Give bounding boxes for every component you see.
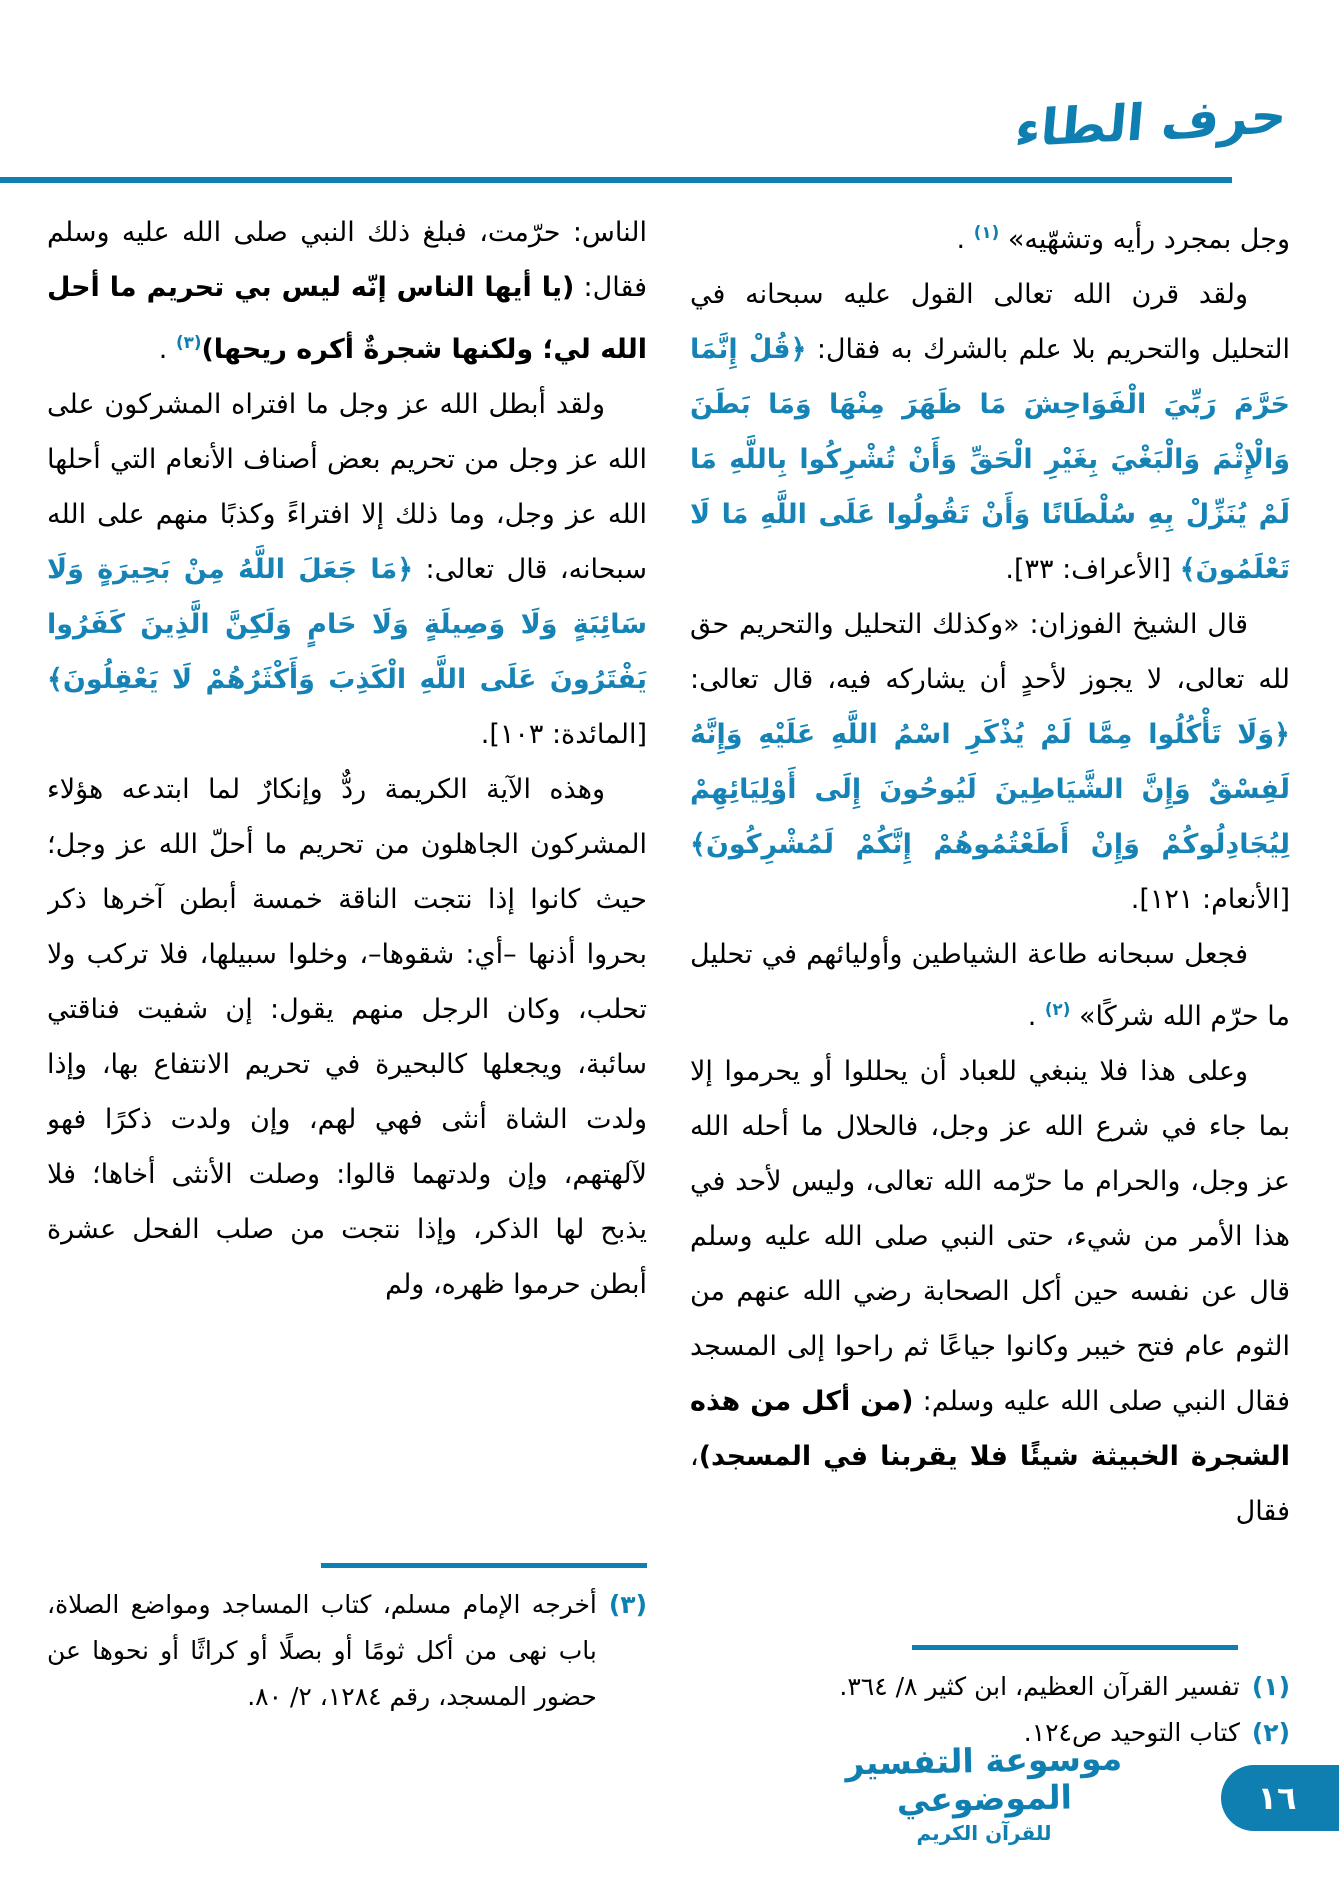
footnote-divider: [321, 1563, 647, 1568]
chapter-title: حرف الطاء: [1013, 85, 1290, 159]
publisher-seal: [829, 1738, 1139, 1845]
text-column-right: [690, 205, 1290, 1643]
quran-verse: ﴿وَلَا تَأْكُلُوا مِمَّا لَمْ يُذْكَرِ اسْمُ اللَّهِ عَلَيْهِ وَإِنَّهُ لَفِسْقٌ وَإِنَّ الشَّيَاطِينَ لَيُوحُونَ إِلَى أَوْلِيَائِهِمْ لِيُجَادِلُوكُمْ وَإِنْ أَطَعْتُمُوهُمْ إِنَّكُمْ لَمُشْرِكُونَ﴾: [690, 719, 1290, 860]
footnote-marker: (٢): [1251, 1718, 1290, 1747]
footnote-text: كتاب التوحيد ص١٢٤.: [1023, 1718, 1240, 1747]
publisher-seal-subtitle: للقرآن الكريم: [916, 1820, 1052, 1845]
body-text: [الأعراف: ٣٣].: [1005, 554, 1180, 585]
body-text: الناس: حرّمت، فبلغ ذلك النبي صلى الله عليه وسلم فقال:: [47, 217, 647, 303]
body-text: وهذه الآية الكريمة ردٌّ وإنكارٌ لما ابتدعه هؤلاء المشركون الجاهلون من تحريم ما أحلّ الله عز وجل؛ حيث كانوا إذا نتجت الناقة خمسة أبطن آخرها ذكر بحروا أذنها –أي: شقوها–، وخلوا سبيلها، فلا تركب ولا تحلب، وكان الرجل منهم يقول: إن شفيت فناقتي سائبة، ويجعلها كالبحيرة في تحريم الانتفاع بها، وإذا ولدت الشاة أنثى فهي لهم، وإن ولدت ذكرًا فهو لآلهتهم، وإن ولدتهما قالوا: وصلت الأنثى أخاها؛ فلا يذبح لها الذكر، وإذا نتجت من صلب الفحل عشرة أبطن حرموا ظهره، ولم: [47, 774, 647, 1300]
body-text: وعلى هذا فلا ينبغي للعباد أن يحللوا أو يحرموا إلا بما جاء في شرع الله عز وجل، فالحلال ما أحله الله عز وجل، والحرام ما حرّمه الله تعالى، وليس لأحد في هذا الأمر من شيء، حتى النبي صلى الله عليه وسلم قال عن نفسه حين أكل الصحابة رضي الله عنهم من الثوم عام فتح خيبر وكانوا جياعًا ثم راحوا إلى المسجد فقال النبي صلى الله عليه وسلم:: [690, 1056, 1290, 1417]
paragraph: [690, 267, 1290, 597]
body-text: .: [158, 334, 176, 365]
footnotes-left: [47, 1563, 647, 1720]
header-divider: [0, 177, 1232, 183]
body-text: ولقد قرن الله تعالى القول عليه سبحانه في التحليل والتحريم بلا علم بالشرك به فقال:: [690, 279, 1290, 365]
footnote: [690, 1664, 1290, 1710]
body-text: [الأنعام: ١٢١].: [1130, 884, 1290, 915]
paragraph: [690, 1044, 1290, 1539]
footnote-text: أخرجه الإمام مسلم، كتاب المساجد ومواضع الصلاة، باب نهى من أكل ثومًا أو بصلًا أو كراثًا أو نحوها عن حضور المسجد، رقم ١٢٨٤، ٢/ ٨٠.: [47, 1590, 597, 1711]
footnote-text: تفسير القرآن العظيم، ابن كثير ٨/ ٣٦٤.: [839, 1672, 1240, 1701]
body-text: .: [956, 224, 974, 255]
hadith-text: (من أكل من هذه الشجرة الخبيثة شيئًا فلا يقربنا في المسجد): [690, 1386, 1290, 1472]
body-text: ولقد أبطل الله عز وجل ما افتراه المشركون على الله عز وجل من تحريم بعض أصناف الأنعام التي أحلها الله عز وجل، وما ذلك إلا افتراءً وكذبًا منهم على الله سبحانه، قال تعالى:: [47, 389, 647, 585]
footnote-reference-marker: (١): [973, 222, 1000, 242]
paragraph: [47, 762, 647, 1312]
paragraph: [47, 377, 647, 762]
paragraph: [690, 205, 1290, 267]
body-text: قال الشيخ الفوزان: «وكذلك التحليل والتحريم حق لله تعالى، لا يجوز لأحدٍ أن يشاركه فيه، قال تعالى:: [690, 609, 1290, 695]
body-text: [المائدة: ١٠٣].: [480, 719, 647, 750]
body-text: وجل بمجرد رأيه وتشهّيه»: [999, 224, 1290, 255]
paragraph: [690, 597, 1290, 927]
footnote-reference-marker: (٢): [1044, 999, 1071, 1019]
publisher-seal-title: موسوعة التفسير الموضوعي: [844, 1738, 1123, 1820]
paragraph: [47, 205, 647, 377]
page-number-badge: ١٦: [1221, 1765, 1339, 1831]
quran-verse: ﴿مَا جَعَلَ اللَّهُ مِنْ بَحِيرَةٍ وَلَا سَائِبَةٍ وَلَا وَصِيلَةٍ وَلَا حَامٍ وَلَكِنَّ الَّذِينَ كَفَرُوا يَفْتَرُونَ عَلَى اللَّهِ الْكَذِبَ وَأَكْثَرُهُمْ لَا يَعْقِلُونَ﴾: [47, 554, 647, 695]
text-column-left: [47, 205, 647, 1563]
body-text: .: [1027, 1001, 1045, 1032]
footnotes-right: [690, 1645, 1290, 1756]
paragraph: [690, 927, 1290, 1044]
footnote: [47, 1582, 647, 1720]
body-text: فجعل سبحانه طاعة الشياطين وأوليائهم في تحليل ما حرّم الله شركًا»: [690, 939, 1290, 1032]
footnote-marker: (١): [1251, 1672, 1290, 1701]
hadith-text: (يا أيها الناس إنّه ليس بي تحريم ما أحل الله لي؛ ولكنها شجرةٌ أكره ريحها): [47, 272, 647, 365]
footnote-list: [47, 1582, 647, 1720]
footnote-marker: (٣): [608, 1590, 647, 1619]
body-text: ، فقال: [690, 1441, 1290, 1527]
footnote-reference-marker: (٣): [175, 332, 202, 352]
footnote-divider: [912, 1645, 1238, 1650]
quran-verse: ﴿قُلْ إِنَّمَا حَرَّمَ رَبِّيَ الْفَوَاحِشَ مَا ظَهَرَ مِنْهَا وَمَا بَطَنَ وَالْإِثْمَ وَالْبَغْيَ بِغَيْرِ الْحَقِّ وَأَنْ تُشْرِكُوا بِاللَّهِ مَا لَمْ يُنَزِّلْ بِهِ سُلْطَانًا وَأَنْ تَقُولُوا عَلَى اللَّهِ مَا لَا تَعْلَمُونَ﴾: [690, 334, 1290, 585]
